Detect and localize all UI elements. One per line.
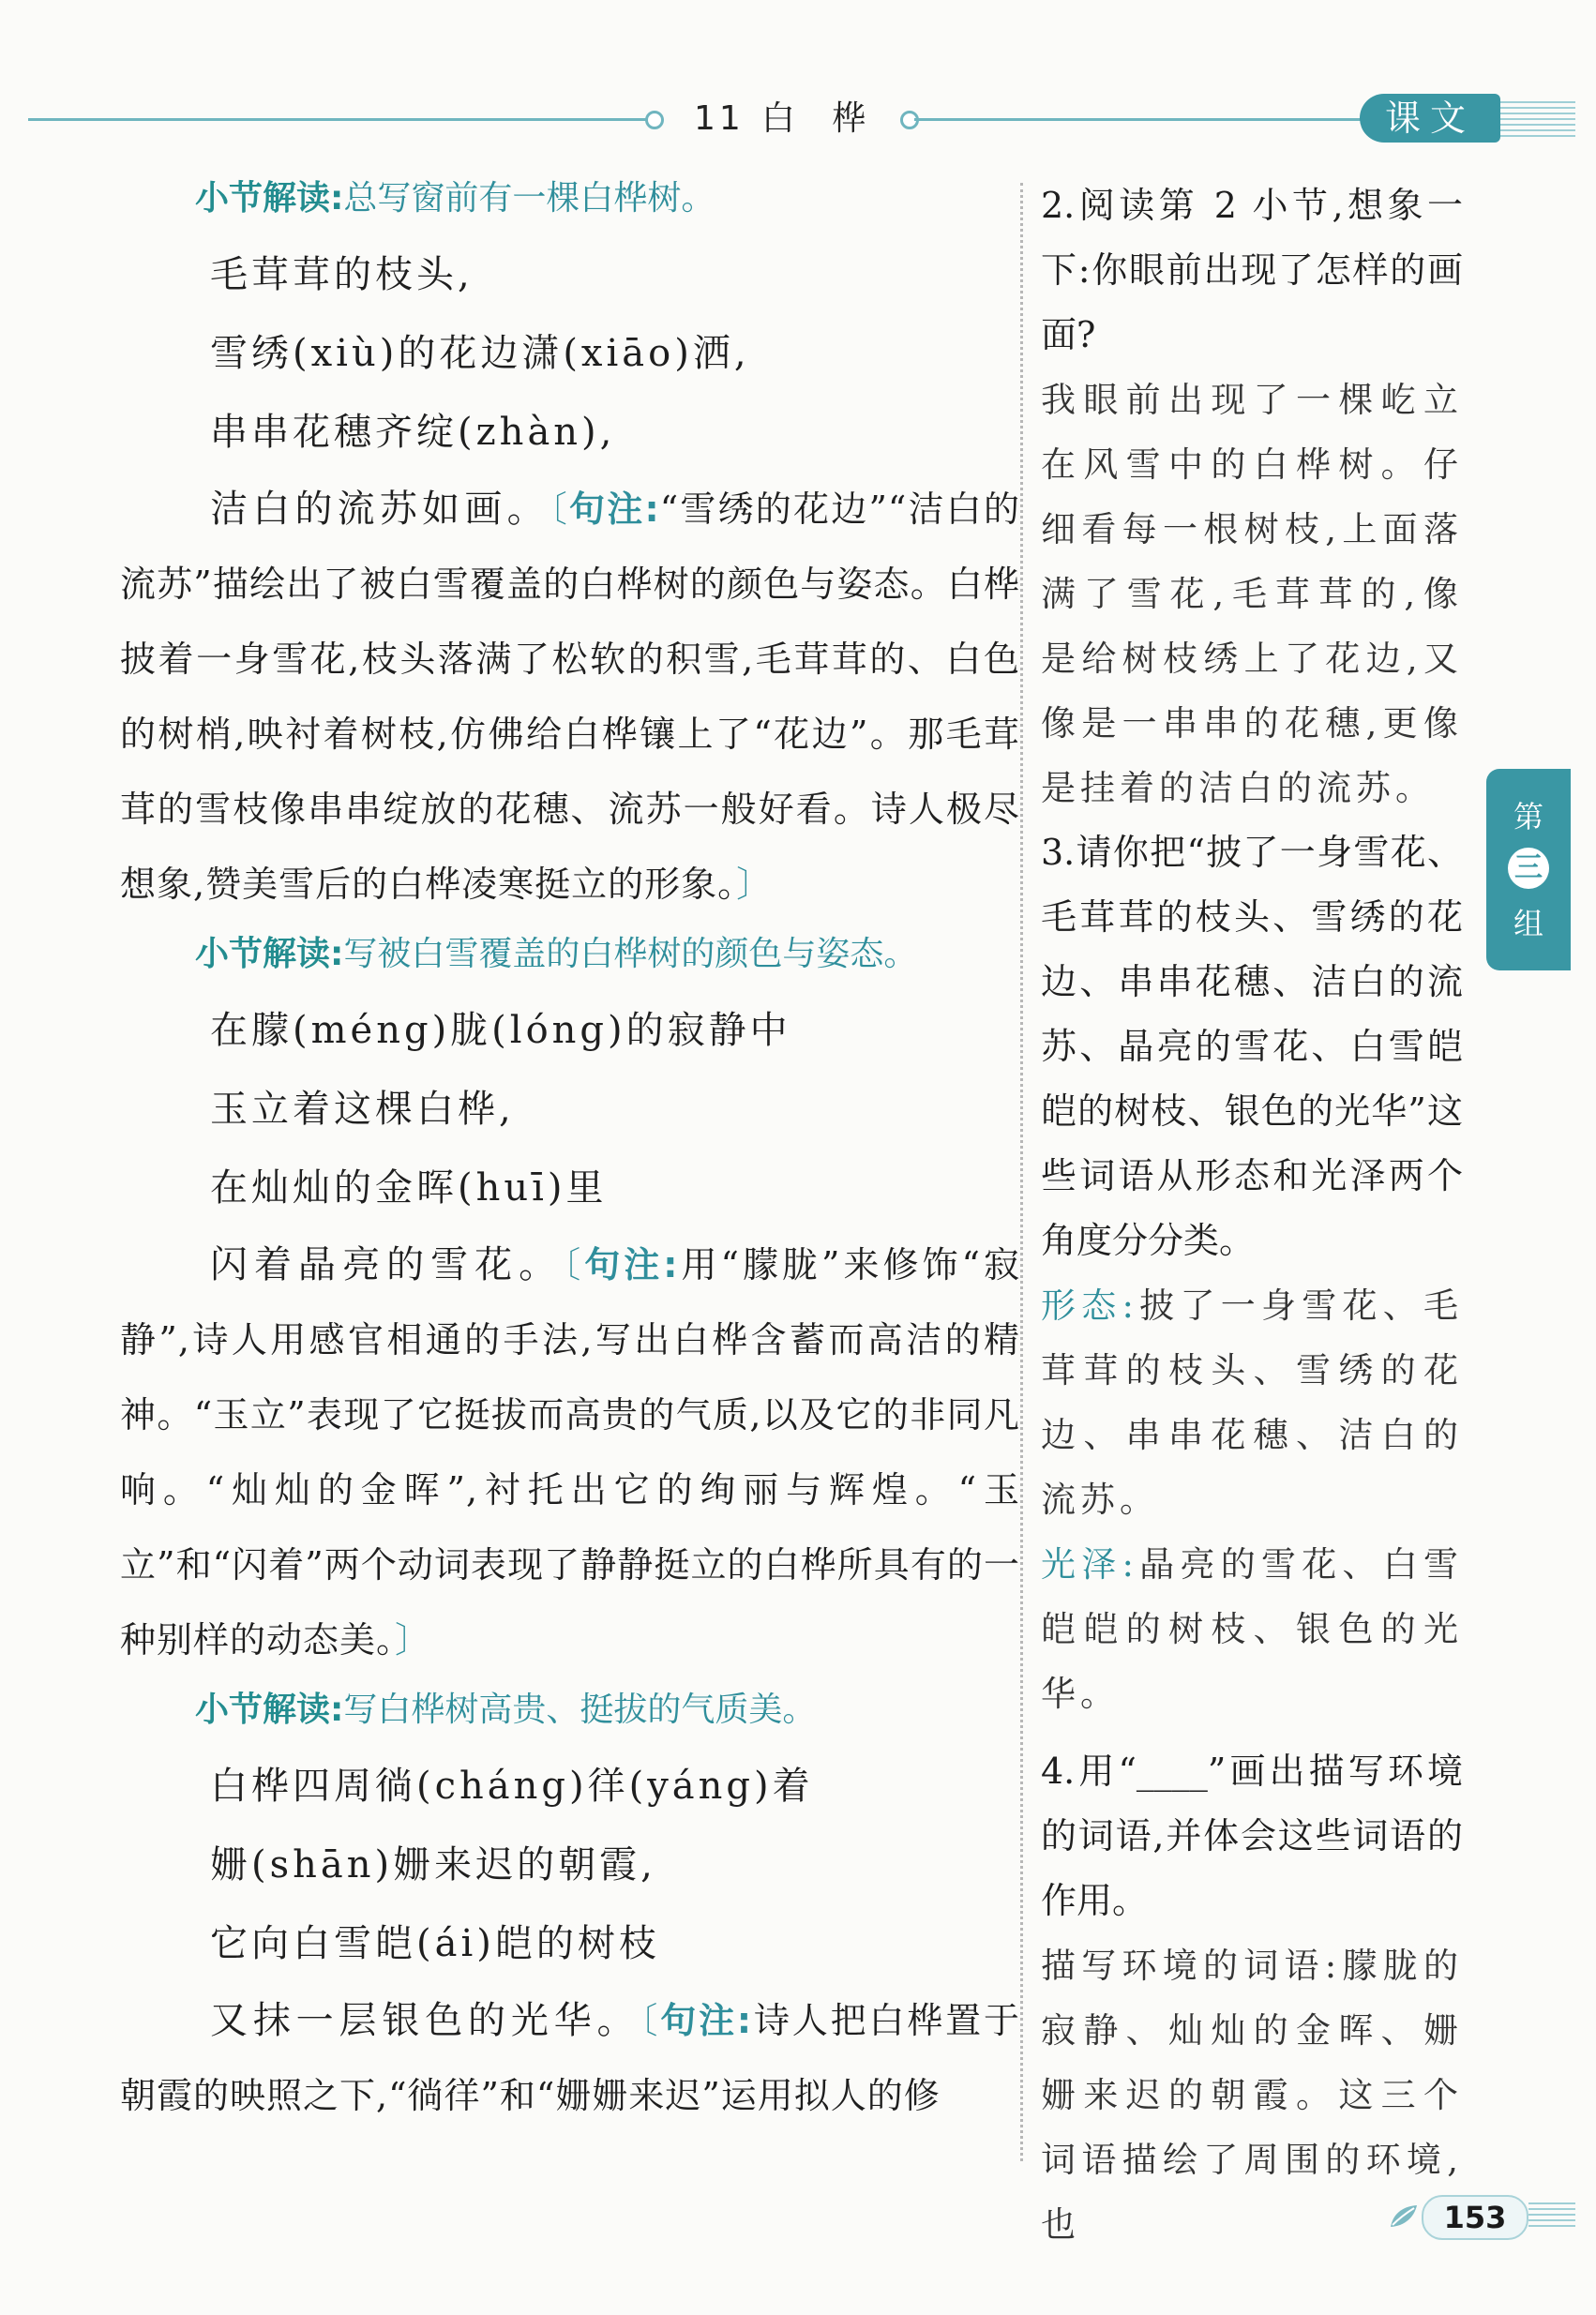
poem-with-note (120, 1227, 1020, 1677)
section-heading-text: 写被白雪覆盖的白桦树的颜色与姿态。 (343, 935, 918, 973)
section-heading (195, 929, 1020, 980)
poem-line: 闪着晶亮的雪花。 (210, 1243, 564, 1286)
note-bracket-close: 〕 (395, 1619, 432, 1661)
side-tab-number: 三 (1508, 848, 1549, 889)
note-bracket-open: 〔 (563, 1244, 585, 1285)
note-bracket-close: 〕 (736, 864, 774, 905)
note-label: 句注: (569, 489, 660, 530)
lesson-heading (694, 92, 879, 140)
answer-label: 光泽: (1041, 1544, 1138, 1585)
poem-line: 白桦四周徜(cháng)徉(yáng)着 (210, 1765, 814, 1808)
page-number: 153 (1422, 2195, 1528, 2240)
page-number-stripes (1528, 2202, 1575, 2231)
poem-line: 在朦(méng)胧(lóng)的寂静中 (210, 1009, 791, 1052)
section-heading-label: 小节解读: (195, 935, 344, 973)
note-label: 句注: (584, 1244, 679, 1285)
side-tab-text: 组 (1513, 906, 1543, 941)
lesson-title: 白 桦 (760, 99, 880, 138)
header-rule-left (28, 118, 647, 121)
section-heading-text: 写白桦树高贵、挺拔的气质美。 (343, 1691, 817, 1729)
answer-text: 晶亮的雪花、白雪皑皑的树枝、银色的光华。 (1041, 1544, 1464, 1714)
section-heading (195, 1685, 1020, 1736)
unit-side-tab (1486, 769, 1571, 970)
poem-with-note (120, 472, 1020, 922)
header-rule-right (914, 118, 1374, 121)
page-number-area (1388, 2189, 1575, 2246)
section-1 (120, 173, 1020, 922)
side-tab-text: 第 (1513, 799, 1543, 834)
poem-line: 毛茸茸的枝头, (210, 253, 474, 296)
note-label: 句注: (660, 2000, 753, 2041)
lesson-number: 11 (694, 99, 745, 138)
section-2 (120, 929, 1020, 1677)
section-tag: 课文 (1360, 94, 1500, 143)
question-2: 2.阅读第 2 小节,想象一下:你眼前出现了怎样的画面? (1041, 185, 1463, 355)
answer-4: 描写环境的词语:朦胧的寂静、灿灿的金晖、姗姗来迟的朝霞。这三个词语描绘了周围的环境,也 (1041, 1946, 1463, 2245)
note-text: “雪绣的花边”“洁白的流苏”描绘出了被白雪覆盖的白桦树的颜色与姿态。白桦披着一身雪花,枝头落满了松软的积雪,毛茸茸的、白色的树梢,映衬着树枝,仿佛给白桦镶上了“花边”。那毛茸茸的雪枝像串串绽放的花穗、流苏一般好看。诗人极尽想象,赞美雪后的白桦凌寒挺立的形象。 (120, 489, 1021, 905)
right-column (1041, 173, 1463, 2257)
leaf-icon (1388, 2202, 1420, 2231)
note-bracket-open: 〔 (640, 2000, 661, 2041)
question-4: 4.用“____”画出描写环境的词语,并体会这些词语的作用。 (1041, 1751, 1463, 1921)
poem-line: 它向白雪皑(ái)皑的树枝 (210, 1922, 660, 1965)
note-text: 诗人把白桦置于朝霞的映照之下,“徜徉”和“姗姗来迟”运用拟人的修 (120, 2000, 1020, 2116)
poem-line: 玉立着这棵白桦, (210, 1088, 515, 1131)
section-heading-label: 小节解读: (195, 1691, 344, 1729)
poem-line: 洁白的流苏如画。 (210, 488, 550, 531)
section-heading-label: 小节解读: (195, 179, 344, 218)
poem-line: 又抹一层银色的光华。 (210, 1999, 640, 2042)
section-heading-text: 总写窗前有一棵白桦树。 (343, 179, 715, 218)
answer-2: 我眼前出现了一棵屹立在风雪中的白桦树。仔细看每一根树枝,上面落满了雪花,毛茸茸的,像是给树枝绣上了花边,又像是一串串的花穗,更像是挂着的洁白的流苏。 (1041, 380, 1463, 808)
question-3: 3.请你把“披了一身雪花、毛茸茸的枝头、雪绣的花边、串串花穗、洁白的流苏、晶亮的雪花、白雪皑皑的树枝、银色的光华”这些词语从形态和光泽两个角度分分类。 (1041, 832, 1463, 1261)
column-divider (1020, 183, 1023, 2161)
section-heading (195, 173, 1020, 224)
poem-line: 姗(shān)姗来迟的朝霞, (210, 1843, 656, 1887)
header-stripes (1500, 101, 1575, 139)
poem-line: 在灿灿的金晖(huī)里 (210, 1166, 608, 1210)
poem-line: 串串花穗齐绽(zhàn), (210, 411, 616, 454)
section-3 (120, 1685, 1020, 2133)
note-text: 用“朦胧”来修饰“寂静”,诗人用感官相通的手法,写出白桦含蓄而高洁的精神。“玉立”表现了它挺拔而高贵的气质,以及它的非同凡响。“灿灿的金晖”,衬托出它的绚丽与辉煌。“玉立”和“闪着”两个动词表现了静静挺立的白桦所具有的一种别样的动态美。 (120, 1244, 1021, 1661)
note-bracket-open: 〔 (549, 489, 570, 530)
left-column (120, 173, 1020, 2141)
header-dot-left (645, 111, 664, 129)
poem-line: 雪绣(xiù)的花边潇(xiāo)洒, (210, 332, 750, 375)
poem-with-note (120, 1983, 1020, 2133)
answer-3-form (1041, 1273, 1463, 1532)
answer-3-gloss (1041, 1532, 1463, 1726)
answer-text: 披了一身雪花、毛茸茸的枝头、雪绣的花边、串串花穗、洁白的流苏。 (1041, 1285, 1464, 1520)
answer-label: 形态: (1041, 1285, 1138, 1326)
